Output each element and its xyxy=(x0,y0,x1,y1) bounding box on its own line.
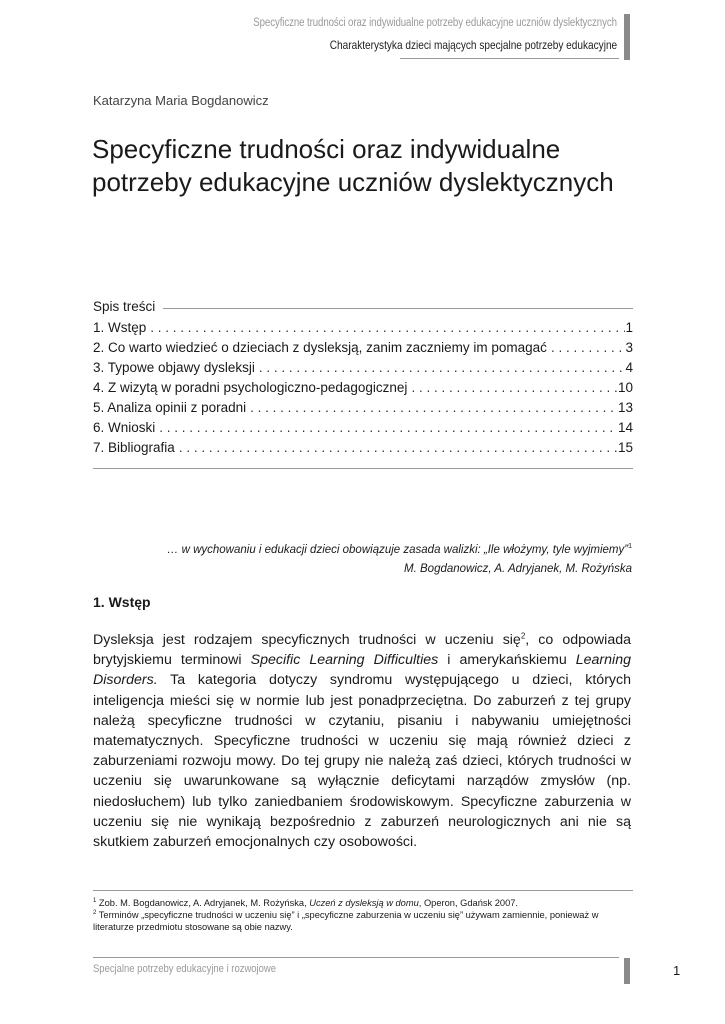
paragraph-text: , co odpowiada brytyjskiemu terminowi xyxy=(93,632,631,669)
paragraph-text: i amerykańskiemu xyxy=(438,652,576,669)
toc-heading xyxy=(93,299,633,314)
toc-item-label: 5. Analiza opinii z poradni xyxy=(93,400,247,415)
header-bar xyxy=(624,14,630,60)
toc-item[interactable] xyxy=(93,318,633,338)
toc-item-page: 1 xyxy=(625,320,633,335)
toc-leader xyxy=(255,358,626,378)
toc-item[interactable] xyxy=(93,358,633,378)
footer-bar xyxy=(624,958,630,984)
toc-item-label: 4. Z wizytą w poradni psychologiczno-pedagogicznej xyxy=(93,380,408,395)
section-heading: 1. Wstęp xyxy=(93,594,151,610)
toc-leader xyxy=(246,398,618,418)
running-header-section: Charakterystyka dzieci mających specjalne potrzeby edukacyjne xyxy=(329,38,617,52)
page-number: 1 xyxy=(673,963,681,978)
footer-text: Specjalne potrzeby edukacyjne i rozwojowe xyxy=(93,963,277,975)
document-title: Specyficzne trudności oraz indywidualne potrzeby edukacyjne uczniów dyslektycznych xyxy=(92,134,614,197)
toc-item[interactable] xyxy=(93,398,633,418)
toc-item-label: 1. Wstęp xyxy=(93,320,147,335)
toc-heading-rule xyxy=(163,308,633,309)
footnote-rule xyxy=(93,890,633,891)
header-rule xyxy=(400,58,619,59)
toc-bottom-rule xyxy=(93,468,633,469)
toc-item-page: 4 xyxy=(625,360,633,375)
footnote-mark: 1 xyxy=(93,898,97,904)
toc-item-label: 6. Wnioski xyxy=(93,420,156,435)
paragraph-text: Dysleksja jest rodzajem specyficznych trudności w uczeniu się xyxy=(93,632,521,648)
toc-item-page: 13 xyxy=(617,400,633,415)
footnote-ref[interactable]: 2 xyxy=(520,631,526,641)
footer-rule xyxy=(93,957,619,958)
toc-leader xyxy=(547,338,626,358)
footnote-text: Terminów „specyficzne trudności w uczeniu się” i „specyficzne zaburzenia w uczeniu się” używam zamiennie, ponieważ w literaturze przedmiotu stosowane są obie nazwy. xyxy=(93,910,599,933)
toc-item-label: 2. Co warto wiedzieć o dzieciach z dysleksją, zanim zaczniemy im pomagać xyxy=(93,340,547,355)
toc-item[interactable] xyxy=(93,378,633,398)
toc-leader xyxy=(175,438,618,458)
toc-item-page: 15 xyxy=(617,440,633,455)
toc-item[interactable] xyxy=(93,338,633,358)
toc-item-page: 3 xyxy=(625,340,633,355)
toc-item[interactable] xyxy=(93,418,633,438)
body-paragraph xyxy=(93,630,631,852)
footnote-mark: 2 xyxy=(93,910,97,916)
footnote-title: Uczeń z dysleksją w domu xyxy=(309,898,419,909)
footnote-2 xyxy=(93,907,633,933)
toc-leader xyxy=(146,318,625,338)
toc-leader xyxy=(407,378,618,398)
toc-item-page: 10 xyxy=(617,380,633,395)
toc-leader xyxy=(155,418,618,438)
footnote-text: , Operon, Gdańsk 2007. xyxy=(418,898,519,909)
author: Katarzyna Maria Bogdanowicz xyxy=(93,93,269,108)
epigraph-quote-line xyxy=(167,537,632,560)
paragraph-text: Ta kategoria dotyczy syndromu występującego u dzieci, których inteligencja mieści się w normie lub jest ponadprzeciętna. Do zaburzeń z tej grupy należą specyficzne trudności w czytaniu, pisaniu i nabywaniu umiejętności matematycznych. Specyficzne trudności w uczeniu się mają również dzieci z zaburzeniami rozwoju mowy. Do tej grupy nie należą zaś dzieci, których trudności w uczeniu się uwarunkowane są wyłącznie deficytami narządów zmysłów (np. niedosłuchem) lub tylko zaniedbaniem środowiskowym. Specyficzne zaburzenia w uczeniu się nie wynikają bezpośrednio z zaburzeń neurologicznych ani nie są skutkiem zaburzeń emocjonalnych czy osobowości. xyxy=(93,672,631,851)
toc-item-label: 3. Typowe objawy dysleksji xyxy=(93,360,255,375)
toc-heading-label: Spis treści xyxy=(93,299,156,314)
term-emphasis: Learning Disorders. xyxy=(93,652,631,689)
table-of-contents xyxy=(93,318,633,458)
epigraph xyxy=(167,537,632,579)
footnote-text: Zob. M. Bogdanowicz, A. Adryjanek, M. Rożyńska, xyxy=(96,898,310,909)
epigraph-source: M. Bogdanowicz, A. Adryjanek, M. Rożyńska xyxy=(404,562,632,575)
term-emphasis: Specific Learning Difficulties xyxy=(250,652,439,669)
toc-item-label: 7. Bibliografia xyxy=(93,440,175,455)
running-header-title: Specyficzne trudności oraz indywidualne potrzeby edukacyjne uczniów dyslektycznych xyxy=(253,17,617,29)
footnote-ref[interactable]: 1 xyxy=(628,543,632,550)
toc-item[interactable] xyxy=(93,438,633,458)
toc-item-page: 14 xyxy=(617,420,633,435)
epigraph-quote: … w wychowaniu i edukacji dzieci obowiązuje zasada walizki: „Ile włożymy, tyle wyjmiemy” xyxy=(166,543,629,556)
